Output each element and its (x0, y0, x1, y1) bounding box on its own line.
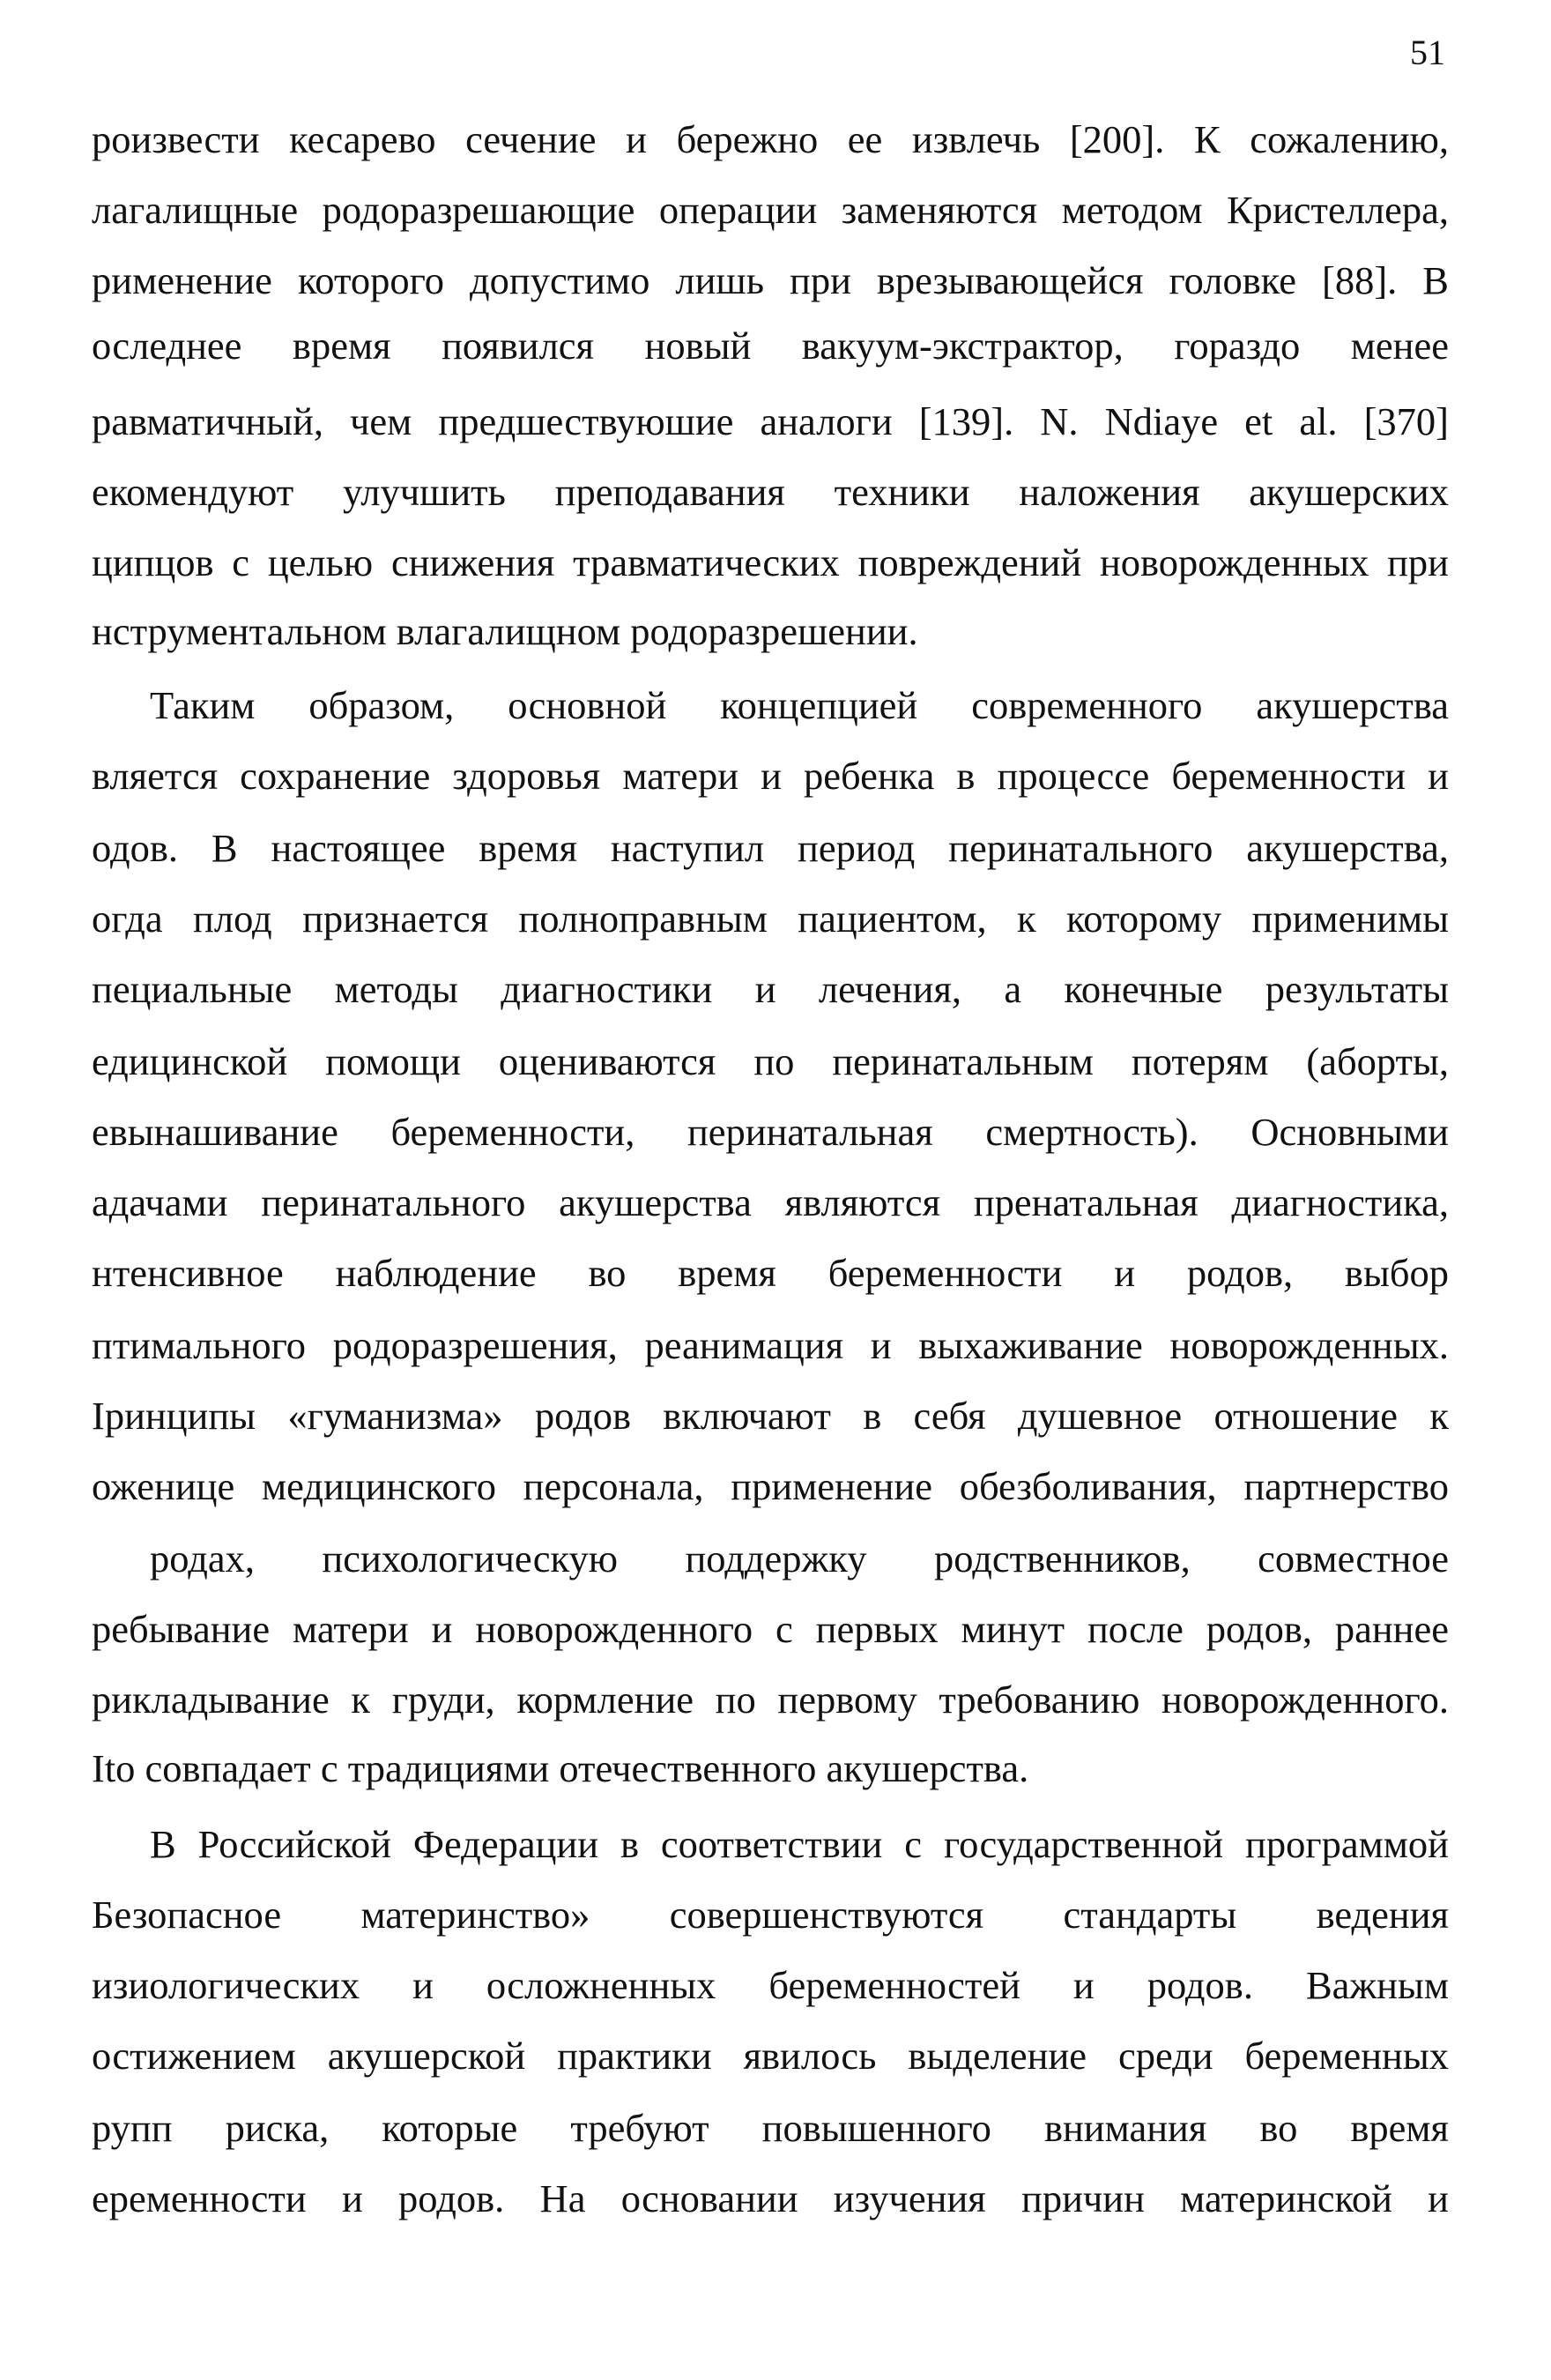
page-number: 51 (1410, 33, 1445, 72)
text-line: одов. В настоящее время наступил период перинатального акушерства, (92, 826, 1449, 870)
text-line: нструментальном влагалищном родоразрешении. (92, 609, 918, 653)
text-line: пециальные методы диагностики и лечения, а конечные результаты (92, 967, 1449, 1011)
text-line: лагалищные родоразрешающие операции заменяются методом Кристеллера, (92, 188, 1449, 232)
text-line: изиологических и осложненных беременностей и родов. Важным (92, 1963, 1449, 2007)
text-line: Безопасное материнство» совершенствуются стандарты ведения (92, 1893, 1449, 1937)
text-line: вляется сохранение здоровья матери и ребенка в процессе беременности и (92, 754, 1449, 798)
text-line: рименение которого допустимо лишь при врезывающейся головке [88]. В (92, 258, 1449, 302)
text-line: оследнее время появился новый вакуум-экстрактор, гораздо менее (92, 324, 1449, 368)
text-line: ципцов с целью снижения травматических повреждений новорожденных при (92, 540, 1449, 584)
text-line: екомендуют улучшить преподавания техники наложения акушерских (92, 470, 1449, 514)
text-line: еременности и родов. На основании изучения причин материнской и (92, 2176, 1449, 2220)
text-line: равматичный, чем предшествуюшие аналоги [139]. N. Ndiaye et al. [370] (92, 399, 1449, 443)
text-line: огда плод признается полноправным пациентом, к которому применимы (92, 896, 1449, 941)
text-line: адачами перинатального акушерства являются пренатальная диагностика, (92, 1180, 1449, 1224)
text-line: Ito совпадает с традициями отечественного акушерства. (92, 1746, 1029, 1790)
text-line: рупп риска, которые требуют повышенного внимания во время (92, 2106, 1449, 2150)
text-line: В Российской Федерации в соответствии с государственной программой (150, 1822, 1449, 1866)
text-line: оженице медицинского персонала, применение обезболивания, партнерство (92, 1464, 1449, 1508)
text-line: Іринципы «гуманизма» родов включают в себя душевное отношение к (92, 1394, 1449, 1438)
text-line: евынашивание беременности, перинатальная смертность). Основными (92, 1110, 1449, 1154)
text-line: птимального родоразрешения, реанимация и выхаживание новорожденных. (92, 1323, 1449, 1367)
text-line: Таким образом, основной концепцией современного акушерства (150, 683, 1449, 727)
text-line: родах, психологическую поддержку родственников, совместное (150, 1536, 1449, 1580)
text-line: рикладывание к груди, кормление по первому требованию новорожденного. (92, 1677, 1449, 1722)
text-line: роизвести кесарево сечение и бережно ее извлечь [200]. К сожалению, (92, 117, 1449, 161)
text-line: остижением акушерской практики явилось выделение среди беременных (92, 2034, 1449, 2078)
text-line: нтенсивное наблюдение во время беременности и родов, выбор (92, 1251, 1449, 1295)
text-line: ребывание матери и новорожденного с первых минут после родов, раннее (92, 1607, 1449, 1651)
text-line: едицинской помощи оцениваются по перинатальным потерям (аборты, (92, 1039, 1449, 1083)
